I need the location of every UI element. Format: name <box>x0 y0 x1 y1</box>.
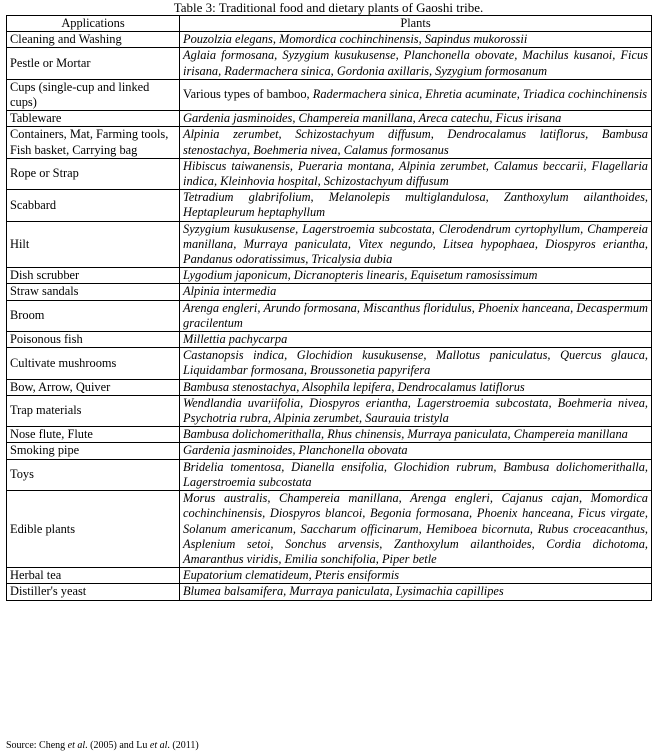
table-row <box>7 284 652 300</box>
application-cell: Tableware <box>7 111 180 127</box>
plants-cell <box>180 127 652 158</box>
plants-cell <box>180 79 652 110</box>
table-row <box>7 348 652 379</box>
species-names: Castanopsis indica, Glochidion kusukusense, Mallotus paniculatus, Quercus glauca, Liquidambar formosana, Broussonetia papyrifera <box>183 348 648 378</box>
application-cell: Bow, Arrow, Quiver <box>7 379 180 395</box>
plants-cell <box>180 348 652 379</box>
table-row <box>7 332 652 348</box>
plants-cell <box>180 443 652 459</box>
species-names: Gardenia jasminoides, Champereia manillana, Areca catechu, Ficus irisana <box>183 111 562 126</box>
plants-cell <box>180 284 652 300</box>
species-names: Gardenia jasminoides, Planchonella obovata <box>183 443 408 458</box>
table-row <box>7 221 652 268</box>
plants-cell <box>180 379 652 395</box>
application-cell: Edible plants <box>7 491 180 568</box>
plants-cell <box>180 158 652 189</box>
application-cell: Dish scrubber <box>7 268 180 284</box>
table-row <box>7 190 652 221</box>
plants-cell <box>180 32 652 48</box>
plants-cell <box>180 190 652 221</box>
plants-cell <box>180 395 652 426</box>
table-header-row <box>7 16 652 32</box>
table-row <box>7 379 652 395</box>
plants-cell <box>180 268 652 284</box>
table-row <box>7 568 652 584</box>
plants-cell <box>180 48 652 79</box>
table-row <box>7 79 652 110</box>
application-cell: Hilt <box>7 221 180 268</box>
application-cell: Distiller's yeast <box>7 584 180 600</box>
source-text: . (2005) and Lu <box>85 740 150 751</box>
species-names: Bambusa dolichomerithalla, Rhus chinensis, Murraya paniculata, Champereia manillana <box>183 427 628 442</box>
application-cell: Herbal tea <box>7 568 180 584</box>
species-names: Wendlandia uvariifolia, Diospyros eriantha, Lagerstroemia subcostata, Boehmeria nivea, Psychotria rubra, Alpinia zerumbet, Saurauia tristyla <box>183 395 648 426</box>
application-cell: Toys <box>7 459 180 490</box>
table-row <box>7 395 652 426</box>
application-cell: Smoking pipe <box>7 443 180 459</box>
table-row <box>7 268 652 284</box>
species-names: Morus australis, Champereia manillana, Arenga engleri, Cajanus cajan, Momordica cochinchinensis, Diospyros blancoi, Begonia formosana, Phoenix hanceana, Ficus virgate, Solanum americanum, Saccharum officinarum, Hemiboea bicornuta, Rubus croceacanthus, Asplenium setoi, Sonchus arvensis, Zanthoxylum ailanthoides, Cordia dichotoma, Amaranthus viridis, Emilia sonchifolia, Piper betle <box>183 491 648 566</box>
table-row <box>7 443 652 459</box>
species-names: Eupatorium clematideum, Pteris ensiformis <box>183 568 400 583</box>
application-cell: Nose flute, Flute <box>7 427 180 443</box>
application-cell: Trap materials <box>7 395 180 426</box>
table-body <box>7 32 652 600</box>
species-names: Alpinia intermedia <box>183 284 277 299</box>
table-row <box>7 584 652 600</box>
table-row <box>7 127 652 158</box>
species-names: Syzygium kusukusense, Lagerstroemia subcostata, Clerodendrum cyrtophyllum, Champereia manillana, Murraya paniculata, Vitex negundo, Litsea hypophaea, Diospyros eriantha, Pandanus odoratissimus, Tricalysia dubia <box>183 221 648 267</box>
application-cell: Scabbard <box>7 190 180 221</box>
species-names: Tetradium glabrifolium, Melanolepis multiglandulosa, Zanthoxylum ailanthoides, Heptapleurum heptaphyllum <box>183 190 648 220</box>
plants-cell <box>180 427 652 443</box>
table-row <box>7 158 652 189</box>
plants-cell <box>180 221 652 268</box>
species-names: Bridelia tomentosa, Dianella ensifolia, Glochidion rubrum, Bambusa dolichomerithalla, Lagerstroemia subcostata <box>183 459 648 489</box>
plants-cell <box>180 332 652 348</box>
application-cell: Rope or Strap <box>7 158 180 189</box>
source-text: et al <box>149 740 168 751</box>
source-text: . (2011) <box>167 740 199 751</box>
species-names: Blumea balsamifera, Murraya paniculata, Lysimachia capillipes <box>183 584 504 599</box>
table-row <box>7 459 652 490</box>
source-text: et al <box>67 740 86 751</box>
species-names: Arenga engleri, Arundo formosana, Miscanthus floridulus, Phoenix hanceana, Decaspermum gracilentum <box>183 300 648 330</box>
application-cell: Pestle or Mortar <box>7 48 180 79</box>
application-cell: Straw sandals <box>7 284 180 300</box>
table-row <box>7 32 652 48</box>
application-cell: Cultivate mushrooms <box>7 348 180 379</box>
plain-text: Various types of bamboo, <box>183 87 313 102</box>
table-caption: Table 3: Traditional food and dietary plants of Gaoshi tribe. <box>173 0 484 15</box>
species-names: Aglaia formosana, Syzygium kusukusense, Planchonella obovate, Machilus kusanoi, Ficus irisana, Radermachera sinica, Gordonia axillaris, Syzygium formosanum <box>183 48 648 78</box>
species-names: Bambusa stenostachya, Alsophila lepifera, Dendrocalamus latiflorus <box>183 379 525 394</box>
plants-cell <box>180 491 652 568</box>
application-cell: Broom <box>7 300 180 331</box>
table-row <box>7 48 652 79</box>
plants-cell <box>180 568 652 584</box>
table-row <box>7 427 652 443</box>
plants-cell <box>180 459 652 490</box>
header-applications: Applications <box>7 16 180 32</box>
source-note <box>6 740 199 752</box>
table-row <box>7 491 652 568</box>
species-names: Pouzolzia elegans, Momordica cochinchinensis, Sapindus mukorossii <box>183 32 528 47</box>
header-plants: Plants <box>180 16 652 32</box>
source-text: Source: Cheng <box>6 740 68 751</box>
table-row <box>7 300 652 331</box>
species-names: Hibiscus taiwanensis, Pueraria montana, Alpinia zerumbet, Calamus beccarii, Flagellaria indica, Kleinhovia hospital, Schizostachyum diffusum <box>183 158 648 189</box>
application-cell: Poisonous fish <box>7 332 180 348</box>
plants-table <box>6 15 652 601</box>
table-row <box>7 111 652 127</box>
species-names: Alpinia zerumbet, Schizostachyum diffusum, Dendrocalamus latiflorus, Bambusa stenostachya, Boehmeria nivea, Calamus formosanus <box>183 127 648 157</box>
species-names: Millettia pachycarpa <box>183 332 288 347</box>
plants-cell <box>180 300 652 331</box>
species-names: Lygodium japonicum, Dicranopteris linearis, Equisetum ramosissimum <box>183 268 538 283</box>
species-names: Radermachera sinica, Ehretia acuminate, Triadica cochinchinensis <box>312 87 648 102</box>
plants-cell <box>180 584 652 600</box>
application-cell: Cleaning and Washing <box>7 32 180 48</box>
application-cell: Cups (single-cup and linked cups) <box>7 79 180 110</box>
plants-cell <box>180 111 652 127</box>
application-cell: Containers, Mat, Farming tools, Fish basket, Carrying bag <box>7 127 180 158</box>
